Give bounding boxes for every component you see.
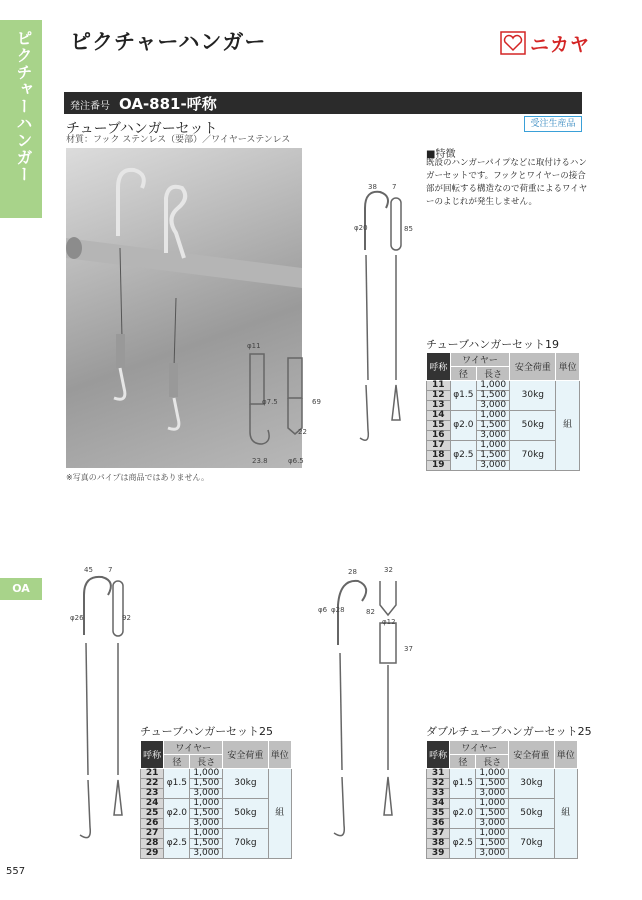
dim-phi7-5: φ7.5 — [262, 398, 278, 406]
wire-length: 1,000 — [476, 799, 509, 809]
call-number: 11 — [427, 381, 451, 391]
dim-phi20: φ20 — [354, 224, 368, 232]
wire-length: 3,000 — [190, 819, 223, 829]
dim-85: 85 — [404, 225, 413, 233]
material-text: 材質：フック ステンレス（要部）／ワイヤーステンレス — [66, 135, 291, 145]
wire-length: 1,000 — [477, 381, 510, 391]
table-caption-double-set25: ダブルチューブハンガーセット25 — [426, 725, 592, 738]
call-number: 35 — [427, 809, 450, 819]
dim-phi26: φ26 — [70, 614, 84, 622]
call-number: 14 — [427, 411, 451, 421]
call-number: 36 — [427, 819, 450, 829]
wire-diameter: φ1.5 — [450, 381, 476, 411]
th-dia: 径 — [450, 755, 476, 769]
section-tab-label: ピクチャーハンガー — [14, 30, 33, 183]
unit-value: 組 — [556, 381, 580, 471]
dim-23-8: 23.8 — [252, 457, 268, 465]
dim-7b: 7 — [108, 566, 113, 574]
call-number: 19 — [427, 461, 451, 471]
dim-22: 22 — [298, 428, 307, 436]
safe-load: 30kg — [223, 769, 268, 799]
wire-length: 1,000 — [476, 829, 509, 839]
wire-length: 1,500 — [190, 839, 223, 849]
dim-82: 82 — [366, 608, 375, 616]
call-number: 26 — [141, 819, 164, 829]
dim-phi28: φ28 — [331, 606, 345, 614]
dim-28: 28 — [348, 568, 357, 576]
th-wire: ワイヤー — [164, 741, 223, 755]
wire-length: 1,000 — [477, 441, 510, 451]
wire-diameter: φ1.5 — [164, 769, 190, 799]
th-len: 長さ — [476, 755, 509, 769]
wire-length: 3,000 — [190, 789, 223, 799]
wire-length: 1,500 — [476, 809, 509, 819]
wire-length: 3,000 — [476, 849, 509, 859]
call-number: 12 — [427, 391, 451, 401]
wire-length: 1,000 — [476, 769, 509, 779]
table-caption-set19: チューブハンガーセット19 — [426, 338, 560, 351]
call-number: 21 — [141, 769, 164, 779]
th-unit: 単位 — [268, 741, 291, 769]
wire-length: 1,500 — [190, 809, 223, 819]
call-number: 13 — [427, 401, 451, 411]
dim-45: 45 — [84, 566, 93, 574]
call-number: 33 — [427, 789, 450, 799]
th-len: 長さ — [190, 755, 223, 769]
spec-table-set19 — [426, 352, 580, 471]
th-call: 呼称 — [427, 353, 451, 381]
dim-7: 7 — [392, 183, 397, 191]
wire-diameter: φ2.0 — [164, 799, 190, 829]
wire-diameter: φ2.0 — [450, 799, 476, 829]
call-number: 16 — [427, 431, 451, 441]
dim-69: 69 — [312, 398, 321, 406]
wire-length: 3,000 — [476, 819, 509, 829]
call-number: 37 — [427, 829, 450, 839]
wire-length: 1,000 — [190, 799, 223, 809]
wire-length: 3,000 — [477, 461, 510, 471]
wire-length: 1,500 — [477, 391, 510, 401]
table-row — [427, 769, 578, 779]
dim-32: 32 — [384, 566, 393, 574]
call-number: 18 — [427, 451, 451, 461]
dim-92: 92 — [122, 614, 131, 622]
safe-load: 50kg — [509, 799, 554, 829]
th-unit: 単位 — [556, 353, 580, 381]
dim-phi6: φ6 — [318, 606, 328, 614]
wire-length: 1,500 — [476, 779, 509, 789]
wire-length: 1,500 — [476, 839, 509, 849]
made-to-order-badge: 受注生産品 — [524, 116, 582, 132]
wire-length: 1,500 — [477, 451, 510, 461]
technical-drawing-set19 — [340, 180, 420, 460]
wire-diameter: φ2.5 — [450, 829, 476, 859]
th-wire: ワイヤー — [450, 741, 509, 755]
safe-load: 50kg — [510, 411, 556, 441]
technical-drawing-set25 — [62, 565, 142, 855]
wire-length: 3,000 — [190, 849, 223, 859]
spec-table-double-set25 — [426, 740, 578, 859]
unit-value: 組 — [268, 769, 291, 859]
call-number: 24 — [141, 799, 164, 809]
safe-load: 70kg — [223, 829, 268, 859]
safe-load: 70kg — [509, 829, 554, 859]
product-subtitle: チューブハンガーセット — [66, 121, 218, 137]
heart-logo-icon — [500, 31, 526, 55]
call-number: 39 — [427, 849, 450, 859]
safe-load: 30kg — [510, 381, 556, 411]
table-row — [427, 381, 580, 391]
page-number: 557 — [6, 866, 26, 877]
order-number-bar — [64, 92, 582, 114]
dim-phi6-5: φ6.5 — [288, 457, 304, 465]
dim-38: 38 — [368, 183, 377, 191]
wire-diameter: φ1.5 — [450, 769, 476, 799]
call-number: 28 — [141, 839, 164, 849]
call-number: 27 — [141, 829, 164, 839]
th-wire: ワイヤー — [450, 353, 510, 367]
call-number: 15 — [427, 421, 451, 431]
photo-note: ※写真のパイプは商品ではありません。 — [66, 473, 209, 482]
wire-length: 1,500 — [477, 421, 510, 431]
th-call: 呼称 — [141, 741, 164, 769]
safe-load: 30kg — [509, 769, 554, 799]
th-len: 長さ — [477, 367, 510, 381]
safe-load: 70kg — [510, 441, 556, 471]
safe-load: 50kg — [223, 799, 268, 829]
wire-diameter: φ2.5 — [164, 829, 190, 859]
call-number: 38 — [427, 839, 450, 849]
call-number: 22 — [141, 779, 164, 789]
order-label: 発注番号 — [70, 101, 110, 112]
wire-diameter: φ2.0 — [450, 411, 476, 441]
th-load: 安全荷重 — [223, 741, 268, 769]
th-dia: 径 — [164, 755, 190, 769]
wire-length: 1,000 — [190, 769, 223, 779]
dim-phi12: φ12 — [382, 618, 396, 626]
wire-length: 3,000 — [477, 401, 510, 411]
oa-section-tab: OA — [0, 578, 42, 600]
call-number: 25 — [141, 809, 164, 819]
call-number: 31 — [427, 769, 450, 779]
brand-logo-text: ニカヤ — [530, 34, 591, 56]
call-number: 32 — [427, 779, 450, 789]
wire-diameter: φ2.5 — [450, 441, 476, 471]
call-number: 34 — [427, 799, 450, 809]
th-dia: 径 — [450, 367, 476, 381]
wire-length: 1,500 — [190, 779, 223, 789]
th-load: 安全荷重 — [510, 353, 556, 381]
dim-phi11: φ11 — [247, 342, 261, 350]
call-number: 29 — [141, 849, 164, 859]
spec-table-set25 — [140, 740, 292, 859]
call-number: 23 — [141, 789, 164, 799]
table-caption-set25: チューブハンガーセット25 — [140, 725, 274, 738]
th-load: 安全荷重 — [509, 741, 554, 769]
wire-length: 1,000 — [190, 829, 223, 839]
wire-length: 3,000 — [477, 431, 510, 441]
wire-length: 1,000 — [477, 411, 510, 421]
wire-length: 3,000 — [476, 789, 509, 799]
feature-text: 既設のハンガーパイプなどに取付けるハンガーセットです。フックとワイヤーの接合部が回転する構造なので荷重によるワイヤーのよじれが発生しません。 — [426, 158, 588, 207]
page-title: ピクチャーハンガー — [70, 30, 267, 54]
table-row — [141, 769, 292, 779]
dim-37: 37 — [404, 645, 413, 653]
feature-heading: ■特徴 — [426, 149, 456, 160]
order-code: OA-881-呼称 — [119, 95, 217, 113]
call-number: 17 — [427, 441, 451, 451]
th-call: 呼称 — [427, 741, 450, 769]
unit-value: 組 — [554, 769, 577, 859]
th-unit: 単位 — [554, 741, 577, 769]
